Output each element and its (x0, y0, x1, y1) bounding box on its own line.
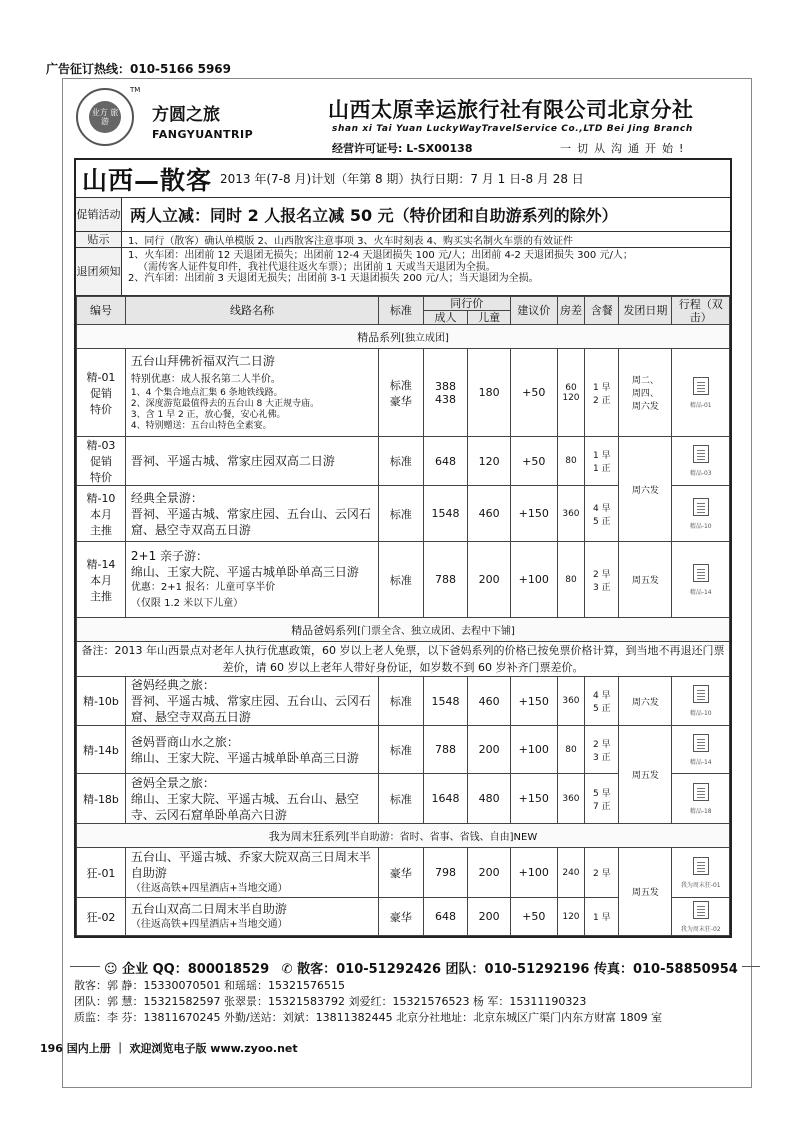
document-icon[interactable] (693, 564, 709, 582)
page-footer: 196 国内上册 ｜ 欢迎浏览电子版 www.zyoo.net (40, 1042, 298, 1055)
document-icon[interactable] (693, 857, 709, 875)
itinerary-doc-link[interactable]: 精品-14 (672, 542, 730, 618)
promo-label: 促销活动 (76, 198, 122, 231)
col-code: 编号 (77, 297, 126, 325)
col-route: 线路名称 (125, 297, 378, 325)
section-header: 精品系列[独立成团] (77, 325, 730, 349)
document-icon[interactable] (693, 498, 709, 516)
itinerary-doc-link[interactable]: 我为周末狂-02 (672, 898, 730, 936)
itinerary-doc-link[interactable]: 精品-14 (672, 726, 730, 774)
tour-table-box (74, 158, 732, 938)
itinerary-doc-link[interactable]: 精品-10 (672, 486, 730, 542)
header (66, 84, 748, 156)
col-room: 房差 (557, 297, 585, 325)
document-icon[interactable] (693, 783, 709, 801)
title-row (76, 160, 730, 198)
table-row: 精-10 本月 主推 经典全景游： 晋祠、平遥古城、常家庄园、五台山、云冈石窟、悬空寺双高五日游 标准 1548 460 +150 360 4 早 5 正 精品-10 (77, 486, 730, 542)
slogan: 一切从沟通开始! (560, 142, 690, 155)
ad-hotline: 广告征订热线：010-5166 5969 (46, 62, 232, 76)
promo-text: 两人立减：同时 2 人报名立减 50 元（特价团和自助游系列的除外） (130, 206, 618, 225)
footer-contact-line: ☺ 企业 QQ：800018529 ✆ 散客：010-51292426 团队：010-51292196 传真：010-58850954 (100, 958, 742, 977)
itinerary-doc-link[interactable]: 我为周末狂-01 (672, 848, 730, 898)
col-itinerary: 行程（双击） (672, 297, 730, 325)
tips-links[interactable]: 1、同行（散客）确认单模版 2、山西散客注意事项 3、火车时刻表 4、购买实名制火车票的有效证件 (128, 236, 573, 247)
company-name-cn: 山西太原幸运旅行社有限公司北京分社 (328, 98, 694, 122)
license-number: 经营许可证号: L-SX00138 (332, 142, 473, 155)
table-row: 精-18b 爸妈全景之旅： 绵山、王家大院、平遥古城、五台山、悬空寺、云冈石窟单卧单高六日游 标准 1648 480 +150 360 5 早 7 正 精品-18 (77, 774, 730, 824)
company-name-en: shan xi Tai Yuan LuckyWayTravelService Co.,LTD Bei Jing Branch (332, 124, 693, 134)
table-row: 狂-02 五台山双高二日周末半自助游 （往返高铁+四星酒店+当地交通） 豪华 648 200 +50 120 1 早 我为周末狂-02 (77, 898, 730, 936)
itinerary-doc-link[interactable]: 精品-03 (672, 437, 730, 486)
table-row: 精-01 促销 特价 五台山拜佛祈福双汽二日游 特别优惠：成人报名第二人半价。 1、4 个集合地点汇集 6 条地铁线路。 2、深度游览最值得去的五台山 8 大正规寺庙。 3、含 1 早 2 正，放心餐，安心礼佛。 4、特别赠送：五台山特色全素宴。 标准 豪华 388 438 180 +50 60 120 1 早 2 正 周二、 周四、 周六发 精品-01 (77, 349, 730, 437)
brand-name-en: FANGYUANTRIP (152, 128, 254, 141)
itinerary-doc-link[interactable]: 精品-10 (672, 677, 730, 726)
brand-name-cn: 方圆之旅 (152, 105, 220, 125)
document-icon[interactable] (693, 377, 709, 395)
note-row: 备注：2013 年山西景点对老年人执行优惠政策，60 岁以上老人免票，以下爸妈系列的价格已按免票价格计算，到当地不再退还门票差价，请 60 岁以上老年人带好身份证，如岁数不到 60 岁补齐门票差价。 (77, 642, 730, 677)
table-row: 狂-01 五台山、平遥古城、乔家大院双高三日周末半自助游 （往返高铁+四星酒店+当地交通） 豪华 798 200 +100 240 2 早 周五发 我为周末狂-01 (77, 848, 730, 898)
col-suggest: 建议价 (510, 297, 557, 325)
refund-row (76, 248, 730, 296)
promo-row (76, 198, 730, 232)
section-header: 我为周末狂系列[半自助游：省时、省事、省钱、自由]NEW (77, 824, 730, 848)
col-std: 标准 (379, 297, 424, 325)
col-adult: 成人 (423, 311, 468, 325)
tour-table (76, 296, 730, 936)
document-icon[interactable] (693, 901, 709, 919)
document-icon[interactable] (693, 685, 709, 703)
refund-policy: 1、火车团：出团前 12 天退团无损失；出团前 12-4 天退团损失 100 元/人；出团前 4-2 天退团损失 300 元/人； （需传客人证件复印件，我社代退往返火车票）；出团前 1 天或当天退团为全损。 2、汽车团：出团前 3 天退团无损失；出团前 3-1 天退团损失 200 元/人；当天退团为全损。 (128, 250, 633, 284)
itinerary-doc-link[interactable]: 精品-18 (672, 774, 730, 824)
tips-label: 贴示 (76, 232, 122, 247)
document-icon[interactable] (693, 445, 709, 463)
table-row: 精-14 本月 主推 2+1 亲子游： 绵山、王家大院、平遥古城单卧单高三日游 优惠：2+1 报名：儿童可享半价 （仅限 1.2 米以下儿童） 标准 788 200 +100 80 2 早 3 正 周五发 精品-14 (77, 542, 730, 618)
logo-icon: 业方 旅游 (76, 88, 134, 146)
qq-icon: ☺ (104, 962, 118, 977)
refund-label: 退团须知 (76, 248, 122, 295)
logo-tm: TM (130, 86, 141, 94)
table-row: 精-03 促销 特价 晋祠、平遥古城、常家庄园双高二日游 标准 648 120 +50 80 1 早 1 正 周六发 精品-03 (77, 437, 730, 486)
tips-row (76, 232, 730, 248)
section-header: 精品爸妈系列[门票全含、独立成团、去程中下铺] (77, 618, 730, 642)
col-peer-price: 同行价 (423, 297, 510, 311)
phone-icon: ✆ (281, 962, 293, 977)
itinerary-doc-link[interactable]: 精品-01 (672, 349, 730, 437)
document-icon[interactable] (693, 734, 709, 752)
col-child: 儿童 (468, 311, 511, 325)
staff-contacts: 散客：郭 静：15330070501 和瑶瑶：15321576515 团队：郭 慧：15321582597 张翠景：15321583792 刘爱红：15321576523 杨 军：15311190323 质监：李 芬：13811670245 外勤/送站：刘斌：13811382445 北京分社地址：北京东城区广渠门内东方财富 1809 室 (74, 979, 663, 1024)
col-meal: 含餐 (585, 297, 619, 325)
table-header-row (77, 297, 730, 311)
col-date: 发团日期 (619, 297, 672, 325)
table-row: 精-14b 爸妈晋商山水之旅： 绵山、王家大院、平遥古城单卧单高三日游 标准 788 200 +100 80 2 早 3 正 周五发 精品-14 (77, 726, 730, 774)
plan-period: 2013 年(7-8 月)计划（年第 8 期）执行日期：7 月 1 日-8 月 28 日 (220, 172, 584, 186)
page-title: 山西—散客 (82, 165, 213, 195)
table-row: 精-10b 爸妈经典之旅： 晋祠、平遥古城、常家庄园、五台山、云冈石窟、悬空寺双高五日游 标准 1548 460 +150 360 4 早 5 正 周六发 精品-10 (77, 677, 730, 726)
